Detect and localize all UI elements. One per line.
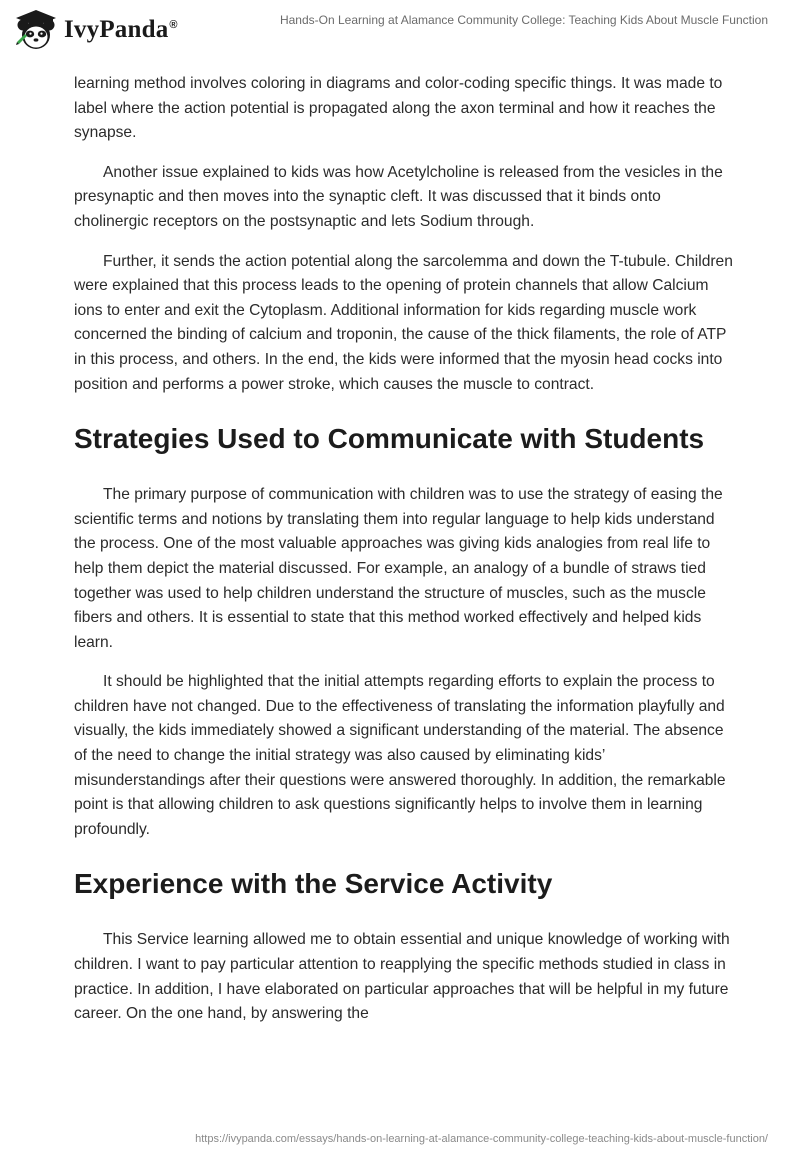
page-header	[0, 0, 800, 60]
section-heading-strategies: Strategies Used to Communicate with Students	[74, 423, 705, 455]
paragraph-5: It should be highlighted that the initial attempts regarding efforts to explain the process to children have not changed. Due to the effectiveness of translating the information playfully and visually, the kids immediately showed a significant understanding of the material. The absence of the need to change the initial strategy was also caused by eliminating kids’ misunderstandings after their questions were answered thoroughly. In addition, the remarkable point is that allowing children to ask questions significantly helps to involve them in learning profoundly.	[74, 673, 726, 838]
paragraph-1: learning method involves coloring in diagrams and color-coding specific things. It was made to label where the action potential is propagated along the axon terminal and how it reaches the synapse.	[74, 75, 723, 142]
paragraph-4: The primary purpose of communication with children was to use the strategy of easing the scientific terms and notions by translating them into regular language to help kids understand the process. One of the most valuable approaches was giving kids analogies from real life to help them depict the material discussed. For example, an analogy of a bundle of straws tied together was used to help children understand the structure of muscles, such as the muscle fibers and others. It is essential to state that this method worked effectively and helped kids learn.	[74, 486, 723, 651]
essay-content	[74, 72, 734, 1042]
section-heading-experience: Experience with the Service Activity	[74, 868, 553, 900]
panda-logo-icon	[14, 8, 58, 52]
registered-mark: ®	[169, 18, 178, 31]
paragraph-2: Another issue explained to kids was how Acetylcholine is released from the vesicles in the presynaptic and then moves into the synaptic cleft. It was discussed that it binds onto cholinergic receptors on the postsynaptic and lets Sodium through.	[74, 163, 723, 230]
ivypanda-logo[interactable]	[14, 8, 178, 52]
paragraph-6: This Service learning allowed me to obtain essential and unique knowledge of working with children. I want to pay particular attention to reapplying the specific methods studied in class in practice. In addition, I have elaborated on particular approaches that will be helpful in my future career. On the one hand, by answering the	[74, 931, 730, 1023]
logo-wordmark: IvyPanda®	[64, 16, 178, 43]
document-title: Hands-On Learning at Alamance Community College: Teaching Kids About Muscle Function	[279, 13, 768, 27]
source-url[interactable]: https://ivypanda.com/essays/hands-on-learning-at-alamance-community-college-teaching-kids-about-muscle-function/	[195, 1133, 768, 1145]
paragraph-3: Further, it sends the action potential along the sarcolemma and down the T-tubule. Children were explained that this process leads to the opening of protein channels that allow Calcium ions to enter and exit the Cytoplasm. Additional information for kids regarding muscle work concerned the binding of calcium and troponin, the cause of the thick filaments, the role of ATP in this process, and others. In the end, the kids were informed that the myosin head cocks into position and performs a power stroke, which causes the muscle to contract.	[74, 252, 733, 393]
